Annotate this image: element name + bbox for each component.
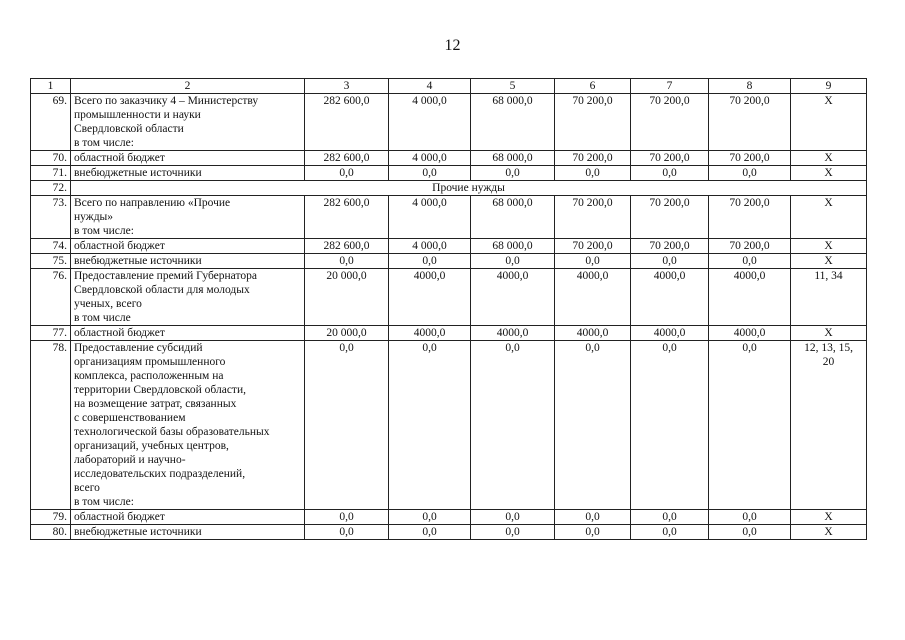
value-cell: 4000,0 bbox=[709, 269, 791, 326]
value-cell: 68 000,0 bbox=[471, 151, 555, 166]
value-cell: 0,0 bbox=[709, 510, 791, 525]
note-cell bbox=[791, 254, 867, 269]
value-cell: 0,0 bbox=[631, 525, 709, 540]
value-cell: 0,0 bbox=[631, 254, 709, 269]
cell-line: внебюджетные источники bbox=[74, 255, 202, 267]
row-description bbox=[71, 239, 305, 254]
value-cell: 0,0 bbox=[305, 166, 389, 181]
table-row bbox=[31, 151, 867, 166]
value-cell: 70 200,0 bbox=[555, 94, 631, 151]
cell-line: промышленности и науки bbox=[74, 109, 201, 121]
cell-line: в том числе: bbox=[74, 496, 134, 508]
cell-line: Свердловской области для молодых bbox=[74, 284, 250, 296]
value-cell: 70 200,0 bbox=[709, 94, 791, 151]
section-title: Прочие нужды bbox=[71, 181, 867, 196]
row-description bbox=[71, 341, 305, 510]
cell-line: областной бюджет bbox=[74, 327, 165, 339]
table-body bbox=[31, 79, 867, 540]
cell-line: Х bbox=[824, 240, 833, 252]
value-cell: 20 000,0 bbox=[305, 326, 389, 341]
value-cell: 0,0 bbox=[471, 510, 555, 525]
row-number: 80. bbox=[31, 525, 71, 540]
value-cell: 0,0 bbox=[389, 341, 471, 510]
budget-table bbox=[30, 78, 867, 540]
row-description bbox=[71, 151, 305, 166]
note-cell bbox=[791, 510, 867, 525]
value-cell: 68 000,0 bbox=[471, 196, 555, 239]
row-description bbox=[71, 94, 305, 151]
cell-line: Предоставление субсидий bbox=[74, 342, 203, 354]
table-row bbox=[31, 510, 867, 525]
value-cell: 0,0 bbox=[471, 254, 555, 269]
value-cell: 70 200,0 bbox=[709, 239, 791, 254]
value-cell: 0,0 bbox=[389, 525, 471, 540]
cell-line: организаций, учебных центров, bbox=[74, 440, 229, 452]
note-cell bbox=[791, 166, 867, 181]
cell-line: ученых, всего bbox=[74, 298, 142, 310]
note-cell bbox=[791, 525, 867, 540]
value-cell: 0,0 bbox=[471, 525, 555, 540]
cell-line: в том числе: bbox=[74, 137, 134, 149]
note-cell bbox=[791, 151, 867, 166]
value-cell: 0,0 bbox=[471, 166, 555, 181]
row-description bbox=[71, 510, 305, 525]
value-cell: 0,0 bbox=[555, 525, 631, 540]
cell-line: нужды» bbox=[74, 211, 114, 223]
cell-line: организациям промышленного bbox=[74, 356, 226, 368]
value-cell: 0,0 bbox=[471, 341, 555, 510]
table-row bbox=[31, 341, 867, 510]
value-cell: 70 200,0 bbox=[631, 196, 709, 239]
value-cell: 4000,0 bbox=[389, 269, 471, 326]
value-cell: 0,0 bbox=[305, 510, 389, 525]
table-row bbox=[31, 326, 867, 341]
value-cell: 70 200,0 bbox=[631, 239, 709, 254]
row-number: 69. bbox=[31, 94, 71, 151]
value-cell: 4 000,0 bbox=[389, 196, 471, 239]
value-cell: 0,0 bbox=[709, 254, 791, 269]
column-header: 9 bbox=[791, 79, 867, 94]
table-row bbox=[31, 181, 867, 196]
cell-line: 20 bbox=[822, 356, 835, 368]
row-description bbox=[71, 326, 305, 341]
table-row bbox=[31, 525, 867, 540]
row-number: 75. bbox=[31, 254, 71, 269]
value-cell: 0,0 bbox=[555, 254, 631, 269]
cell-line: 12, 13, 15, bbox=[804, 342, 853, 354]
cell-line: всего bbox=[74, 482, 100, 494]
value-cell: 0,0 bbox=[389, 166, 471, 181]
table-row bbox=[31, 239, 867, 254]
cell-line: лабораторий и научно- bbox=[74, 454, 186, 466]
cell-line: Всего по заказчику 4 – Министерству bbox=[74, 95, 259, 107]
value-cell: 68 000,0 bbox=[471, 239, 555, 254]
row-number: 76. bbox=[31, 269, 71, 326]
column-header: 2 bbox=[71, 79, 305, 94]
row-number: 77. bbox=[31, 326, 71, 341]
table-row bbox=[31, 94, 867, 151]
row-description bbox=[71, 196, 305, 239]
value-cell: 70 200,0 bbox=[555, 151, 631, 166]
cell-line: исследовательских подразделений, bbox=[74, 468, 246, 480]
row-number: 72. bbox=[31, 181, 71, 196]
row-description bbox=[71, 269, 305, 326]
cell-line: технологической базы образовательных bbox=[74, 426, 270, 438]
column-header: 4 bbox=[389, 79, 471, 94]
value-cell: 0,0 bbox=[389, 254, 471, 269]
cell-line: Свердловской области bbox=[74, 123, 184, 135]
table-row bbox=[31, 196, 867, 239]
column-header: 6 bbox=[555, 79, 631, 94]
value-cell: 4000,0 bbox=[471, 326, 555, 341]
cell-line: в том числе: bbox=[74, 225, 134, 237]
row-number: 71. bbox=[31, 166, 71, 181]
value-cell: 4000,0 bbox=[631, 269, 709, 326]
column-header: 1 bbox=[31, 79, 71, 94]
note-cell bbox=[791, 196, 867, 239]
note-cell bbox=[791, 94, 867, 151]
value-cell: 0,0 bbox=[709, 166, 791, 181]
cell-line: комплекса, расположенным на bbox=[74, 370, 224, 382]
cell-line: Предоставление премий Губернатора bbox=[74, 270, 257, 282]
value-cell: 4000,0 bbox=[471, 269, 555, 326]
value-cell: 0,0 bbox=[631, 166, 709, 181]
value-cell: 0,0 bbox=[709, 341, 791, 510]
cell-line: Х bbox=[824, 511, 833, 523]
value-cell: 282 600,0 bbox=[305, 94, 389, 151]
value-cell: 4000,0 bbox=[631, 326, 709, 341]
value-cell: 4000,0 bbox=[389, 326, 471, 341]
column-header: 8 bbox=[709, 79, 791, 94]
cell-line: Х bbox=[824, 152, 833, 164]
header-row bbox=[31, 79, 867, 94]
value-cell: 70 200,0 bbox=[631, 94, 709, 151]
cell-line: Х bbox=[824, 95, 833, 107]
cell-line: областной бюджет bbox=[74, 511, 165, 523]
value-cell: 0,0 bbox=[631, 341, 709, 510]
row-number: 78. bbox=[31, 341, 71, 510]
value-cell: 0,0 bbox=[389, 510, 471, 525]
row-number: 74. bbox=[31, 239, 71, 254]
column-header: 5 bbox=[471, 79, 555, 94]
cell-line: с совершенствованием bbox=[74, 412, 186, 424]
cell-line: областной бюджет bbox=[74, 152, 165, 164]
row-description bbox=[71, 166, 305, 181]
page-number: 12 bbox=[444, 37, 461, 54]
cell-line: 11, 34 bbox=[814, 270, 843, 282]
value-cell: 4000,0 bbox=[709, 326, 791, 341]
cell-line: областной бюджет bbox=[74, 240, 165, 252]
value-cell: 4 000,0 bbox=[389, 94, 471, 151]
cell-line: Всего по направлению «Прочие bbox=[74, 197, 231, 209]
cell-line: Х bbox=[824, 197, 833, 209]
value-cell: 0,0 bbox=[305, 254, 389, 269]
cell-line: в том числе bbox=[74, 312, 131, 324]
value-cell: 0,0 bbox=[555, 341, 631, 510]
value-cell: 4000,0 bbox=[555, 269, 631, 326]
note-cell bbox=[791, 326, 867, 341]
cell-line: внебюджетные источники bbox=[74, 167, 202, 179]
row-number: 70. bbox=[31, 151, 71, 166]
value-cell: 68 000,0 bbox=[471, 94, 555, 151]
cell-line: территории Свердловской области, bbox=[74, 384, 246, 396]
column-header: 7 bbox=[631, 79, 709, 94]
value-cell: 70 200,0 bbox=[555, 196, 631, 239]
value-cell: 70 200,0 bbox=[709, 196, 791, 239]
table-row bbox=[31, 166, 867, 181]
column-header: 3 bbox=[305, 79, 389, 94]
value-cell: 70 200,0 bbox=[709, 151, 791, 166]
note-cell bbox=[791, 239, 867, 254]
note-cell bbox=[791, 269, 867, 326]
value-cell: 70 200,0 bbox=[631, 151, 709, 166]
row-number: 73. bbox=[31, 196, 71, 239]
cell-line: Х bbox=[824, 327, 833, 339]
row-description bbox=[71, 254, 305, 269]
value-cell: 0,0 bbox=[305, 525, 389, 540]
value-cell: 70 200,0 bbox=[555, 239, 631, 254]
value-cell: 4000,0 bbox=[555, 326, 631, 341]
value-cell: 0,0 bbox=[305, 341, 389, 510]
row-number: 79. bbox=[31, 510, 71, 525]
cell-line: Х bbox=[824, 526, 833, 538]
value-cell: 0,0 bbox=[555, 510, 631, 525]
cell-line: Х bbox=[824, 167, 833, 179]
cell-line: внебюджетные источники bbox=[74, 526, 202, 538]
value-cell: 0,0 bbox=[709, 525, 791, 540]
value-cell: 0,0 bbox=[555, 166, 631, 181]
value-cell: 4 000,0 bbox=[389, 151, 471, 166]
value-cell: 20 000,0 bbox=[305, 269, 389, 326]
row-description bbox=[71, 525, 305, 540]
table-row bbox=[31, 254, 867, 269]
cell-line: Х bbox=[824, 255, 833, 267]
cell-line: на возмещение затрат, связанных bbox=[74, 398, 237, 410]
value-cell: 282 600,0 bbox=[305, 196, 389, 239]
value-cell: 4 000,0 bbox=[389, 239, 471, 254]
table-row bbox=[31, 269, 867, 326]
note-cell bbox=[791, 341, 867, 510]
value-cell: 282 600,0 bbox=[305, 239, 389, 254]
value-cell: 282 600,0 bbox=[305, 151, 389, 166]
value-cell: 0,0 bbox=[631, 510, 709, 525]
